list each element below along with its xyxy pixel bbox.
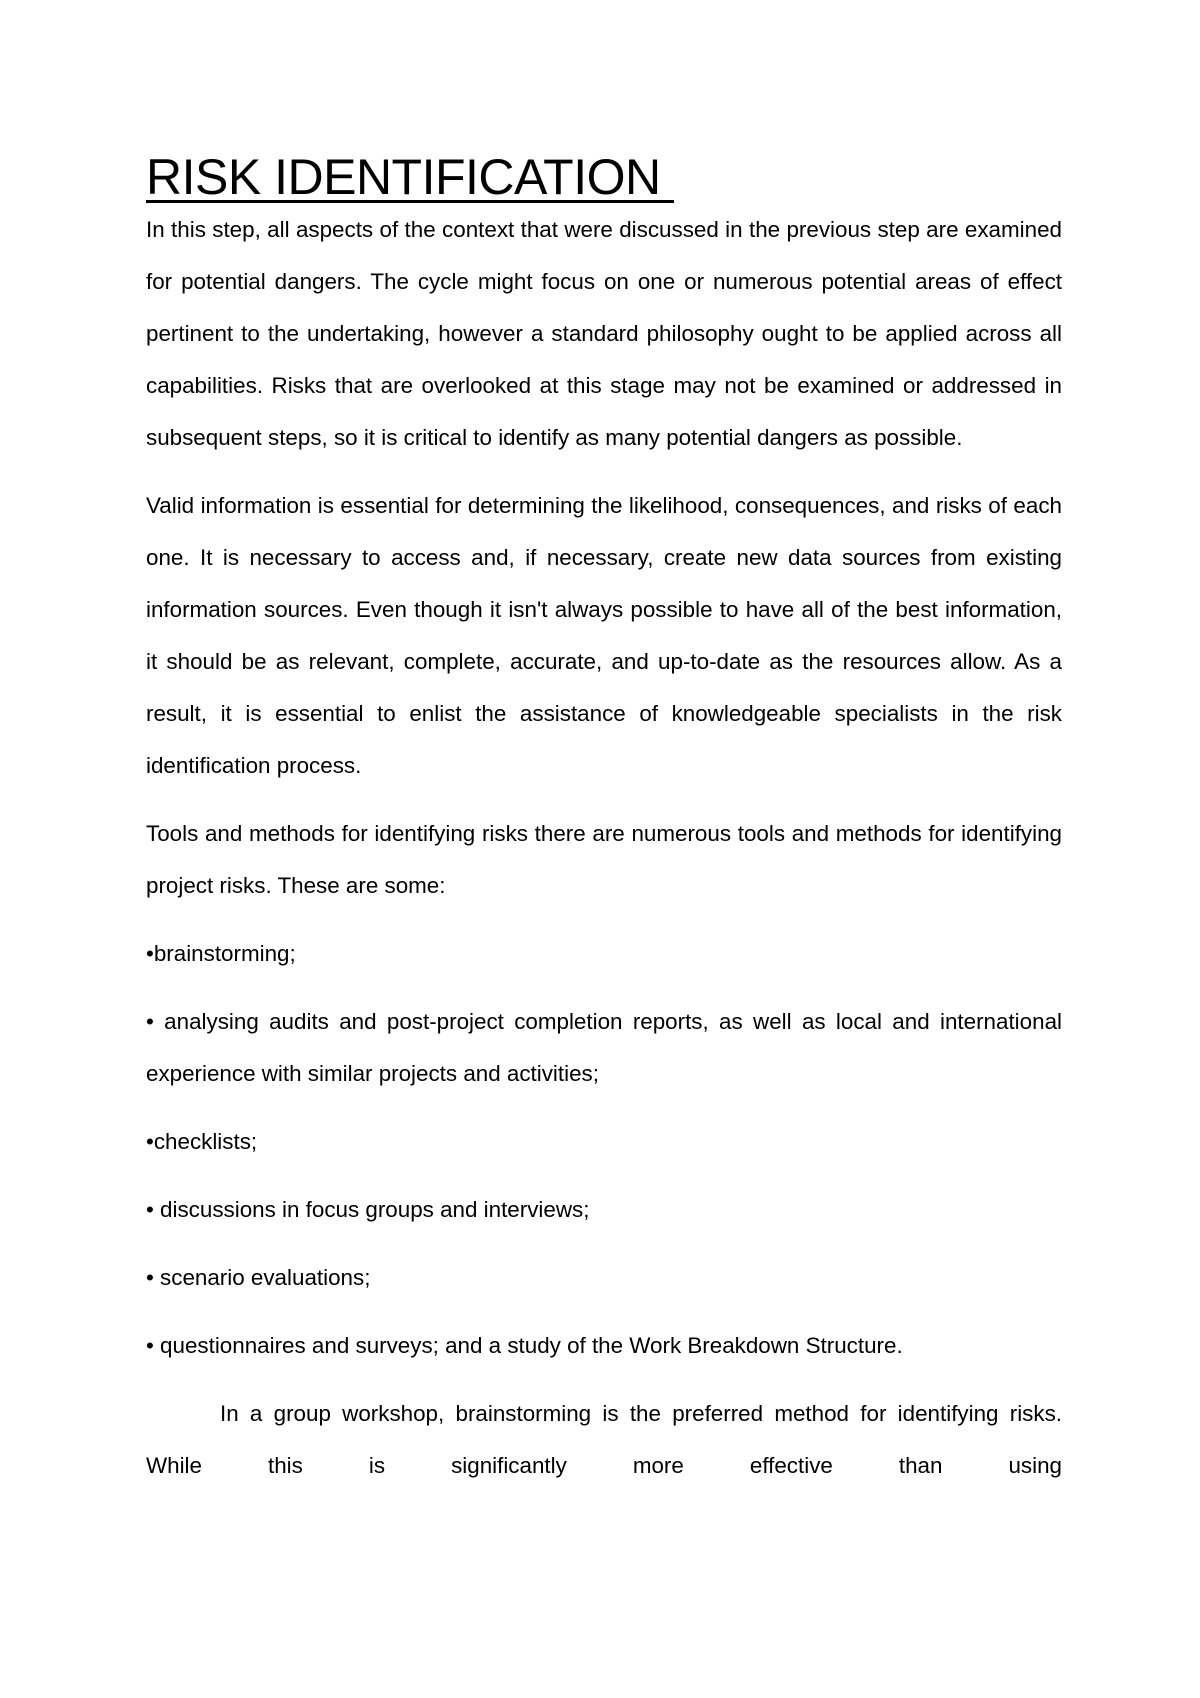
bullet-item-audits: • analysing audits and post-project completion reports, as well as local and international experience with similar projects and activities;	[146, 1009, 1062, 1086]
bullet-item-brainstorming: •brainstorming;	[146, 941, 296, 966]
bullet-item-scenario: • scenario evaluations;	[146, 1265, 371, 1290]
paragraph-tools-methods: Tools and methods for identifying risks there are numerous tools and methods for identifying project risks. These are some:	[146, 821, 1062, 898]
document-title: RISK IDENTIFICATION	[146, 149, 674, 205]
bullet-item-focus-groups: • discussions in focus groups and interviews;	[146, 1197, 590, 1222]
bullet-item-checklists: •checklists;	[146, 1129, 258, 1154]
paragraph-valid-information: Valid information is essential for determining the likelihood, consequences, and risks of each one. It is necessary to access and, if necessary, create new data sources from existing information sources. Even though it isn't always possible to have all of the best information, it should be as relevant, complete, accurate, and up-to-date as the resources allow. As a result, it is essential to enlist the assistance of knowledgeable specialists in the risk identification process.	[146, 493, 1062, 778]
paragraph-closing: In a group workshop, brainstorming is the preferred method for identifying risks. While this is significantly more effective than using	[146, 1401, 1062, 1478]
bullet-item-questionnaires: • questionnaires and surveys; and a study of the Work Breakdown Structure.	[146, 1333, 903, 1358]
document-body	[146, 148, 1062, 1508]
paragraph-intro: In this step, all aspects of the context that were discussed in the previous step are examined for potential dangers. The cycle might focus on one or numerous potential areas of effect pertinent to the undertaking, however a standard philosophy ought to be applied across all capabilities. Risks that are overlooked at this stage may not be examined or addressed in subsequent steps, so it is critical to identify as many potential dangers as possible.	[146, 217, 1062, 450]
